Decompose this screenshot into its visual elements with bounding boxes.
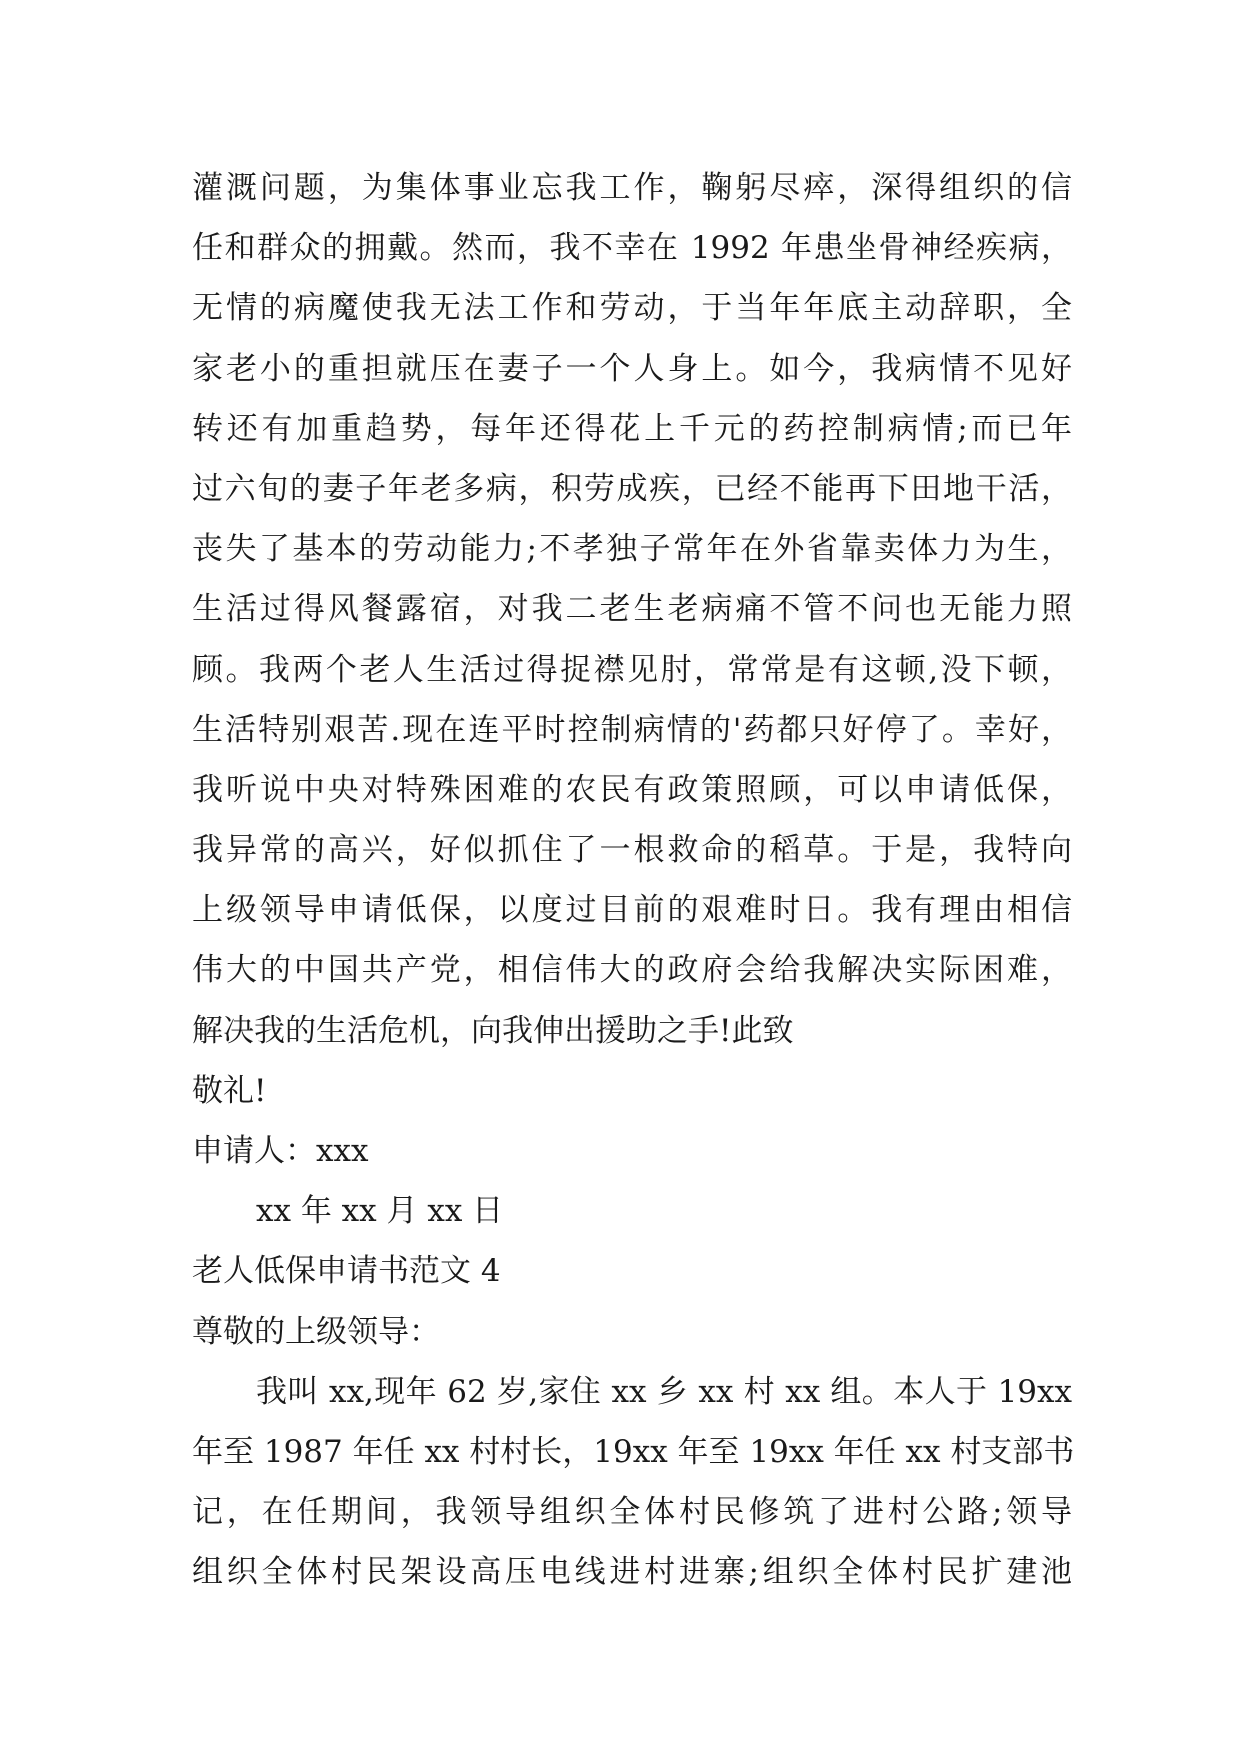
text-line: 生活过得风餐露宿，对我二老生老病痛不管不问也无能力照 — [192, 591, 1072, 628]
text-line: 家老小的重担就压在妻子一个人身上。如今，我病情不见好 — [192, 350, 1072, 387]
text-line: 伟大的中国共产党，相信伟大的政府会给我解决实际困难， — [192, 952, 1072, 989]
text-line: 上级领导申请低保，以度过目前的艰难时日。我有理由相信 — [192, 892, 1072, 929]
paragraph-1 — [192, 158, 1072, 1061]
text-line: 记，在任期间，我领导组织全体村民修筑了进村公路;领导 — [192, 1494, 1072, 1531]
text-line: 我听说中央对特殊困难的农民有政策照顾，可以申请低保， — [192, 771, 1072, 808]
text-line: 年至 1987 年任 xx 村村长，19xx 年至 19xx 年任 xx 村支部书 — [192, 1433, 1075, 1470]
greeting: 尊敬的上级领导： — [192, 1313, 440, 1350]
text-line: 丧失了基本的劳动能力;不孝独子常年在外省靠卖体力为生， — [192, 531, 1072, 568]
text-line: 过六旬的妻子年老多病，积劳成疾，已经不能再下田地干活， — [192, 470, 1072, 507]
text-line: 转还有加重趋势，每年还得花上千元的药控制病情;而已年 — [192, 410, 1072, 447]
text-line: 顾。我两个老人生活过得捉襟见肘，常常是有这顿,没下顿， — [192, 651, 1072, 688]
applicant-signature: 申请人：xxx — [192, 1133, 369, 1169]
text-line: 任和群众的拥戴。然而，我不幸在 1992 年患坐骨神经疾病， — [192, 230, 1072, 267]
text-line: 灌溉问题，为集体事业忘我工作，鞠躬尽瘁，深得组织的信 — [192, 170, 1072, 206]
text-line: 生活特别艰苦.现在连平时控制病情的'药都只好停了。幸好， — [192, 711, 1072, 748]
salutation: 敬礼! — [192, 1072, 267, 1109]
document-body — [192, 158, 1075, 1603]
date-line: xx 年 xx 月 xx 日 — [256, 1193, 504, 1230]
text-line: 我异常的高兴，好似抓住了一根救命的稻草。于是，我特向 — [192, 832, 1072, 869]
text-line: 无情的病魔使我无法工作和劳动，于当年年底主动辞职，全 — [192, 290, 1072, 327]
text-line: 组织全体村民架设高压电线进村进寨;组织全体村民扩建池 — [192, 1554, 1072, 1591]
text-line: 我叫 xx,现年 62 岁,家住 xx 乡 xx 村 xx 组。本人于 19xx — [256, 1373, 1072, 1410]
paragraph-2 — [192, 1362, 1075, 1603]
section-title: 老人低保申请书范文 4 — [192, 1253, 501, 1290]
text-line: 解决我的生活危机，向我伸出援助之手!此致 — [192, 1012, 794, 1049]
